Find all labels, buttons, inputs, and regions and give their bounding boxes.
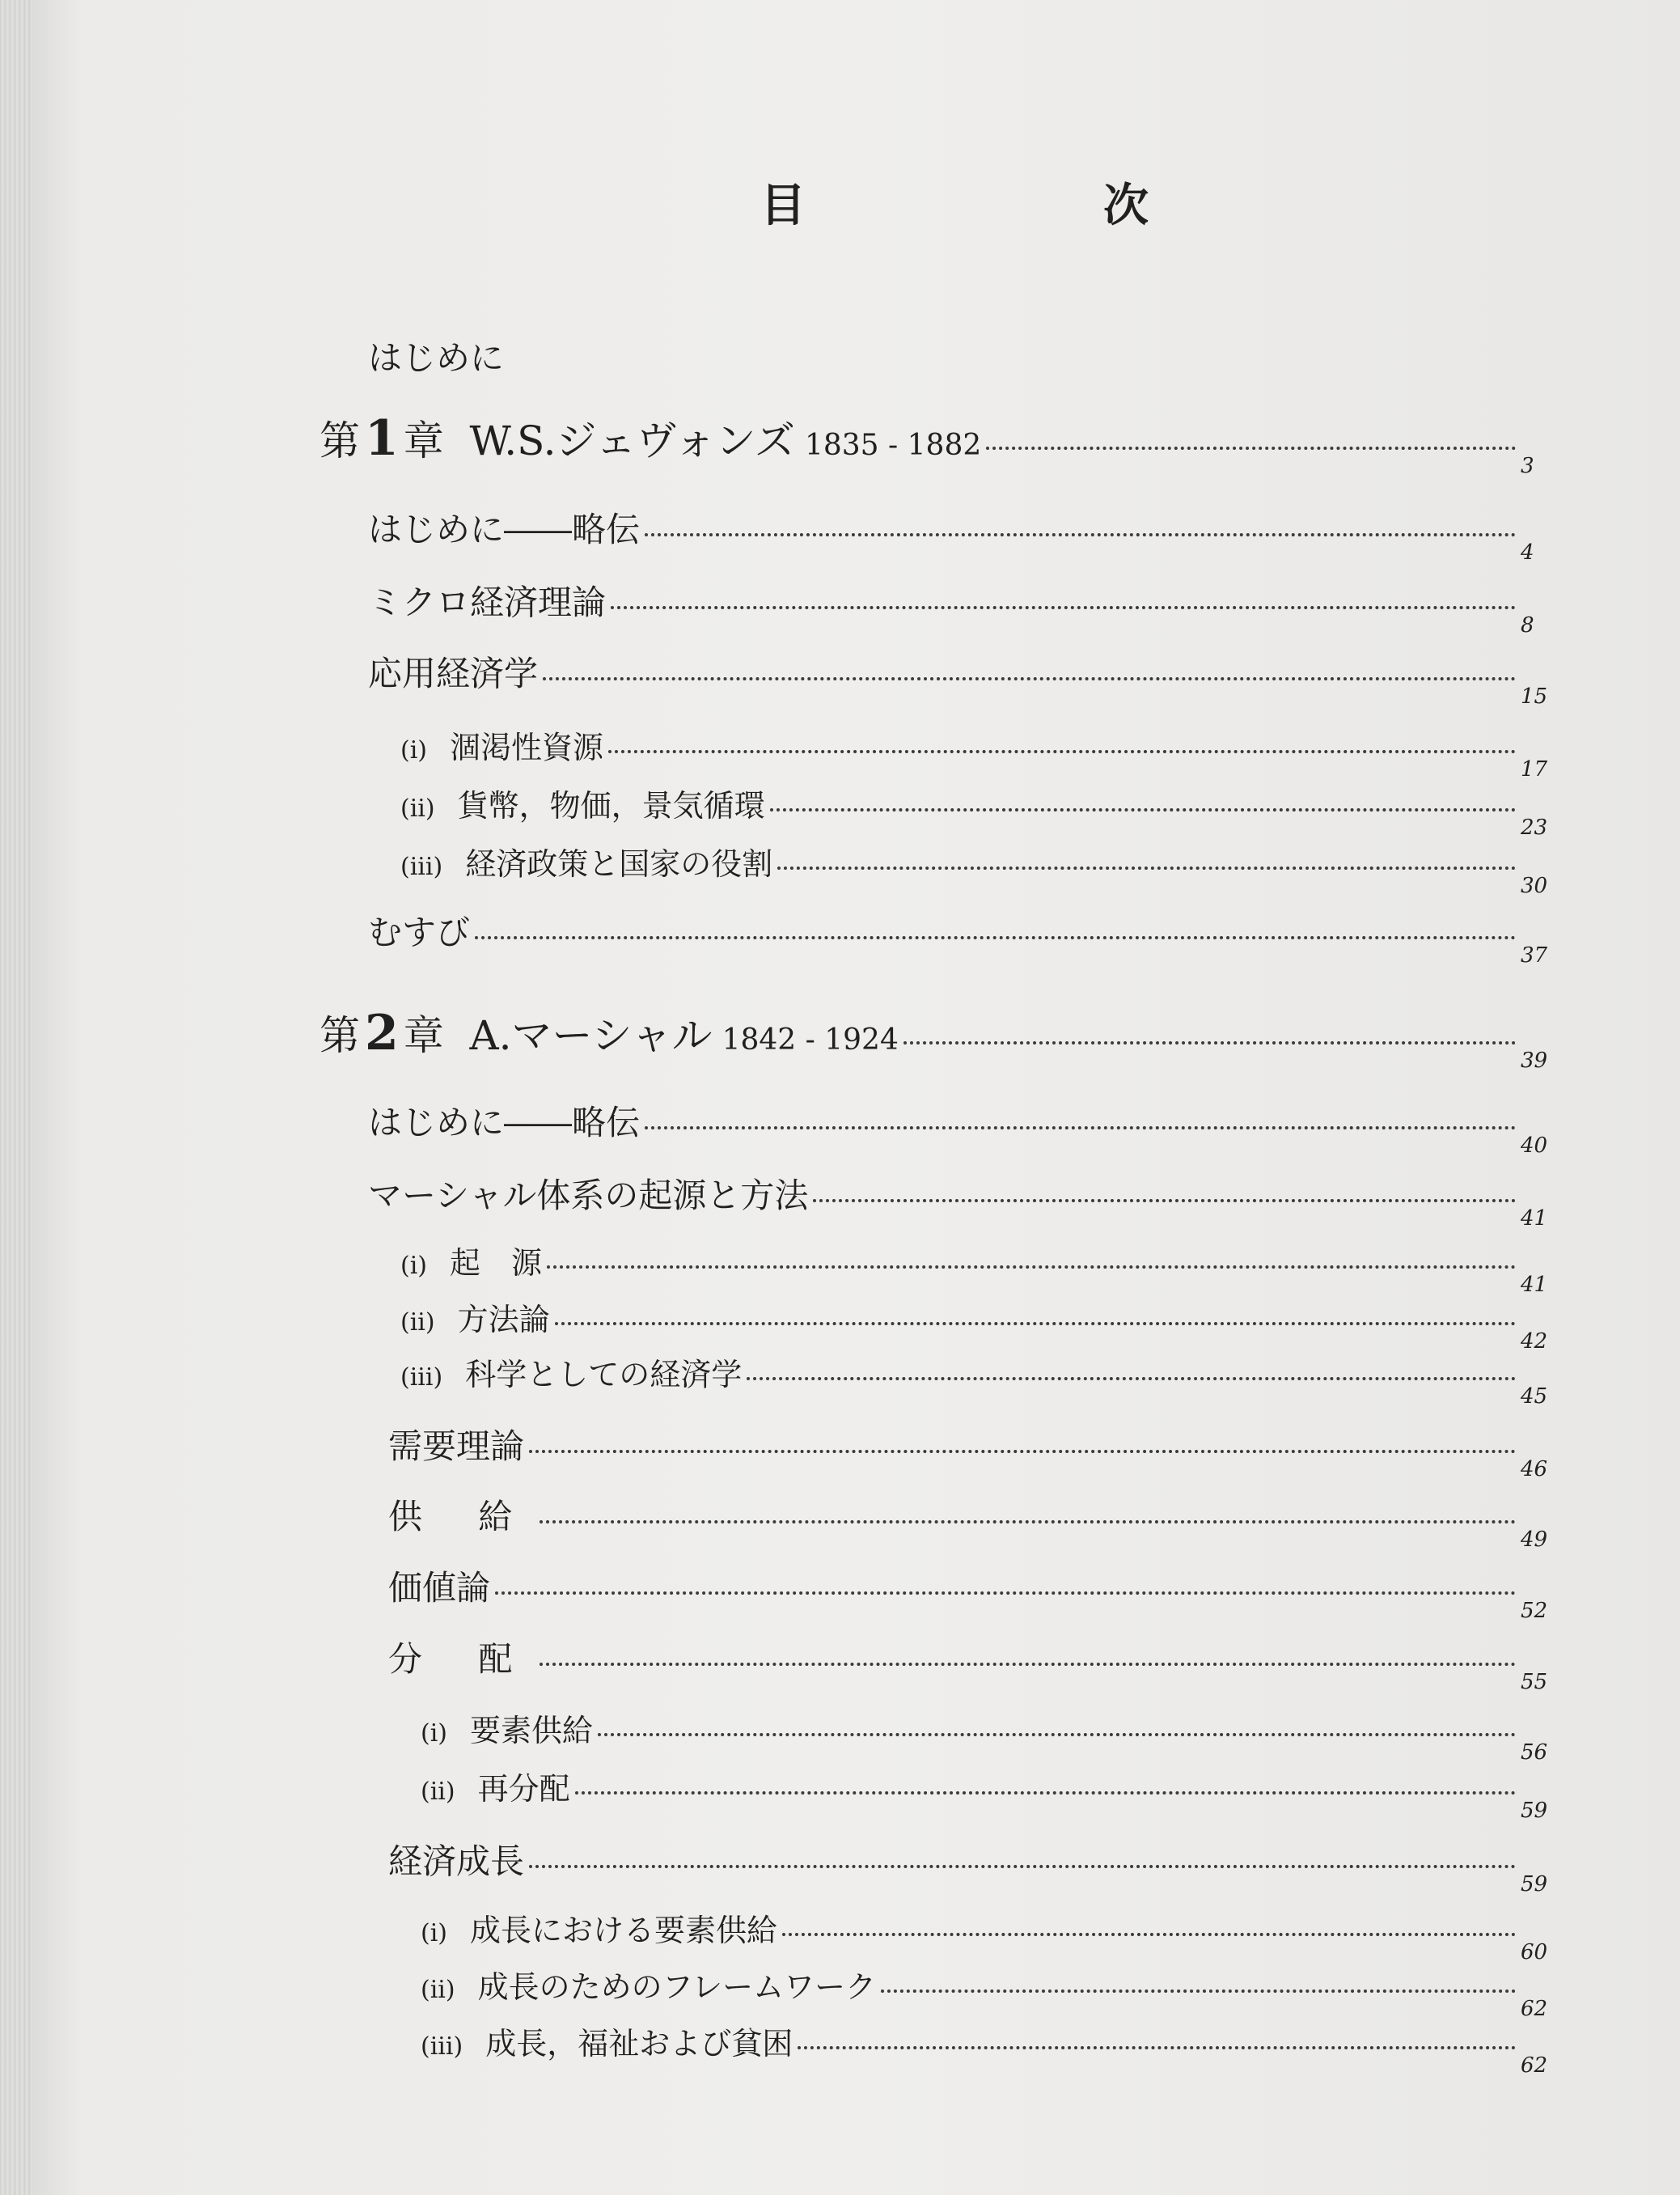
title-char-1: 目 <box>760 179 806 232</box>
toc-entry <box>388 1835 1553 1896</box>
dot-leader <box>782 1933 1516 1936</box>
page-number: 30 <box>1521 874 1548 898</box>
dot-leader <box>540 1663 1516 1666</box>
page-number: 62 <box>1521 2053 1548 2078</box>
page-number: 59 <box>1521 1872 1548 1896</box>
dot-leader <box>547 1265 1516 1269</box>
page-number: 49 <box>1521 1528 1548 1552</box>
toc-subentry <box>421 1905 1553 1964</box>
chapter-2-years: 1842 - 1924 <box>722 1023 899 1057</box>
toc-intro <box>368 332 504 380</box>
toc-title <box>760 170 1149 235</box>
subentry-label: (i) 起 源 <box>400 1245 543 1281</box>
entry-label: はじめに――略伝 <box>368 1103 641 1142</box>
dot-leader <box>645 1126 1516 1129</box>
toc-subentry <box>421 1962 1553 2021</box>
page-number: 60 <box>1521 1940 1548 1964</box>
page-number: 17 <box>1521 757 1548 782</box>
entry-label: 分 配 <box>388 1639 535 1679</box>
toc-entry <box>368 1096 1553 1158</box>
toc-entry <box>368 576 1553 638</box>
toc-entry <box>368 906 1553 968</box>
dot-leader <box>543 677 1516 680</box>
entry-label: 応用経済学 <box>368 654 539 693</box>
subentry-label: (i) 涸渇性資源 <box>400 730 604 765</box>
entry-label: ミクロ経済理論 <box>368 583 607 622</box>
toc-entry <box>368 1169 1553 1231</box>
page-number: 40 <box>1521 1134 1548 1158</box>
entry-label: 需要理論 <box>388 1426 525 1466</box>
page-number: 41 <box>1521 1206 1548 1231</box>
toc-entry <box>368 503 1553 565</box>
dot-leader <box>986 447 1516 450</box>
chapter-1-years: 1835 - 1882 <box>804 429 982 462</box>
toc-entry <box>388 1420 1553 1481</box>
subentry-label: (iii) 成長，福祉および貧困 <box>421 2026 793 2062</box>
subentry-label: (iii) 経済政策と国家の役割 <box>400 846 773 882</box>
toc-subentry <box>421 1764 1553 1823</box>
chapter-1-entry <box>319 409 1553 478</box>
toc-subentry <box>400 839 1553 898</box>
page-edge <box>0 0 32 2195</box>
page-number: 4 <box>1521 540 1534 565</box>
chapter-2-name: A.マーシャル <box>469 1012 713 1059</box>
page-number: 56 <box>1521 1740 1548 1765</box>
page-number: 46 <box>1521 1457 1548 1481</box>
book-page <box>32 0 1680 2195</box>
toc-subentry <box>400 1295 1553 1354</box>
subentry-label: (ii) 方法論 <box>400 1302 550 1337</box>
toc-entry <box>388 1633 1553 1694</box>
toc-entry <box>388 1562 1553 1623</box>
page-number: 45 <box>1521 1384 1548 1409</box>
subentry-label: (i) 成長における要素供給 <box>421 1913 778 1948</box>
chapter-1-name: W.S.ジェヴォンズ <box>469 417 795 464</box>
chapter-2-entry <box>319 1003 1553 1073</box>
entry-label: マーシャル体系の起源と方法 <box>368 1176 809 1215</box>
dot-leader <box>747 1377 1516 1380</box>
entry-label: むすび <box>368 913 471 952</box>
dot-leader <box>645 533 1516 536</box>
toc-subentry <box>400 781 1553 840</box>
intro-label: はじめに <box>368 338 505 378</box>
dot-leader <box>495 1591 1516 1595</box>
toc-subentry <box>400 1350 1553 1409</box>
subentry-label: (ii) 再分配 <box>421 1771 570 1807</box>
dot-leader <box>813 1199 1516 1202</box>
toc-subentry <box>400 1238 1553 1297</box>
page-number: 59 <box>1521 1799 1548 1823</box>
page-number: 23 <box>1521 816 1548 840</box>
dot-leader <box>608 750 1516 753</box>
subentry-label: (i) 要素供給 <box>421 1713 594 1748</box>
dot-leader <box>540 1520 1516 1523</box>
chapter-1-heading: 第 1 章 W.S.ジェヴォンズ 1835 - 1882 <box>319 410 982 467</box>
page-number: 41 <box>1521 1273 1548 1297</box>
toc-subentry <box>421 1706 1553 1765</box>
dot-leader <box>777 867 1516 870</box>
page-number: 55 <box>1521 1670 1548 1694</box>
toc-entry <box>388 1490 1553 1552</box>
dot-leader <box>529 1865 1516 1868</box>
dot-leader <box>529 1450 1516 1453</box>
dot-leader <box>598 1733 1516 1736</box>
dot-leader <box>575 1791 1516 1795</box>
toc-subentry <box>400 722 1553 782</box>
dot-leader <box>555 1322 1516 1325</box>
dot-leader <box>475 936 1516 939</box>
page-number: 42 <box>1521 1329 1548 1354</box>
page-number: 3 <box>1521 454 1534 478</box>
entry-label: 価値論 <box>388 1568 491 1608</box>
entry-label: 経済成長 <box>388 1841 525 1881</box>
page-number: 39 <box>1521 1049 1548 1073</box>
toc-entry <box>368 647 1553 709</box>
subentry-label: (ii) 貨幣，物価，景気循環 <box>400 788 765 824</box>
page-number: 62 <box>1521 1997 1548 2021</box>
dot-leader <box>611 606 1516 609</box>
title-char-2: 次 <box>1103 179 1149 232</box>
subentry-label: (ii) 成長のためのフレームワーク <box>421 1969 877 2005</box>
entry-label: 供 給 <box>388 1497 535 1536</box>
dot-leader <box>770 808 1516 811</box>
subentry-label: (iii) 科学としての経済学 <box>400 1357 743 1392</box>
dot-leader <box>798 2046 1516 2049</box>
page-number: 8 <box>1521 613 1534 638</box>
page-number: 15 <box>1521 684 1548 709</box>
entry-label: はじめに――略伝 <box>368 510 641 549</box>
dot-leader <box>881 1989 1516 1993</box>
dot-leader <box>903 1041 1516 1045</box>
page-number: 52 <box>1521 1599 1548 1623</box>
chapter-2-heading: 第 2 章 A.マーシャル 1842 - 1924 <box>319 1005 899 1061</box>
toc-subentry <box>421 2019 1553 2078</box>
page-number: 37 <box>1521 943 1548 968</box>
